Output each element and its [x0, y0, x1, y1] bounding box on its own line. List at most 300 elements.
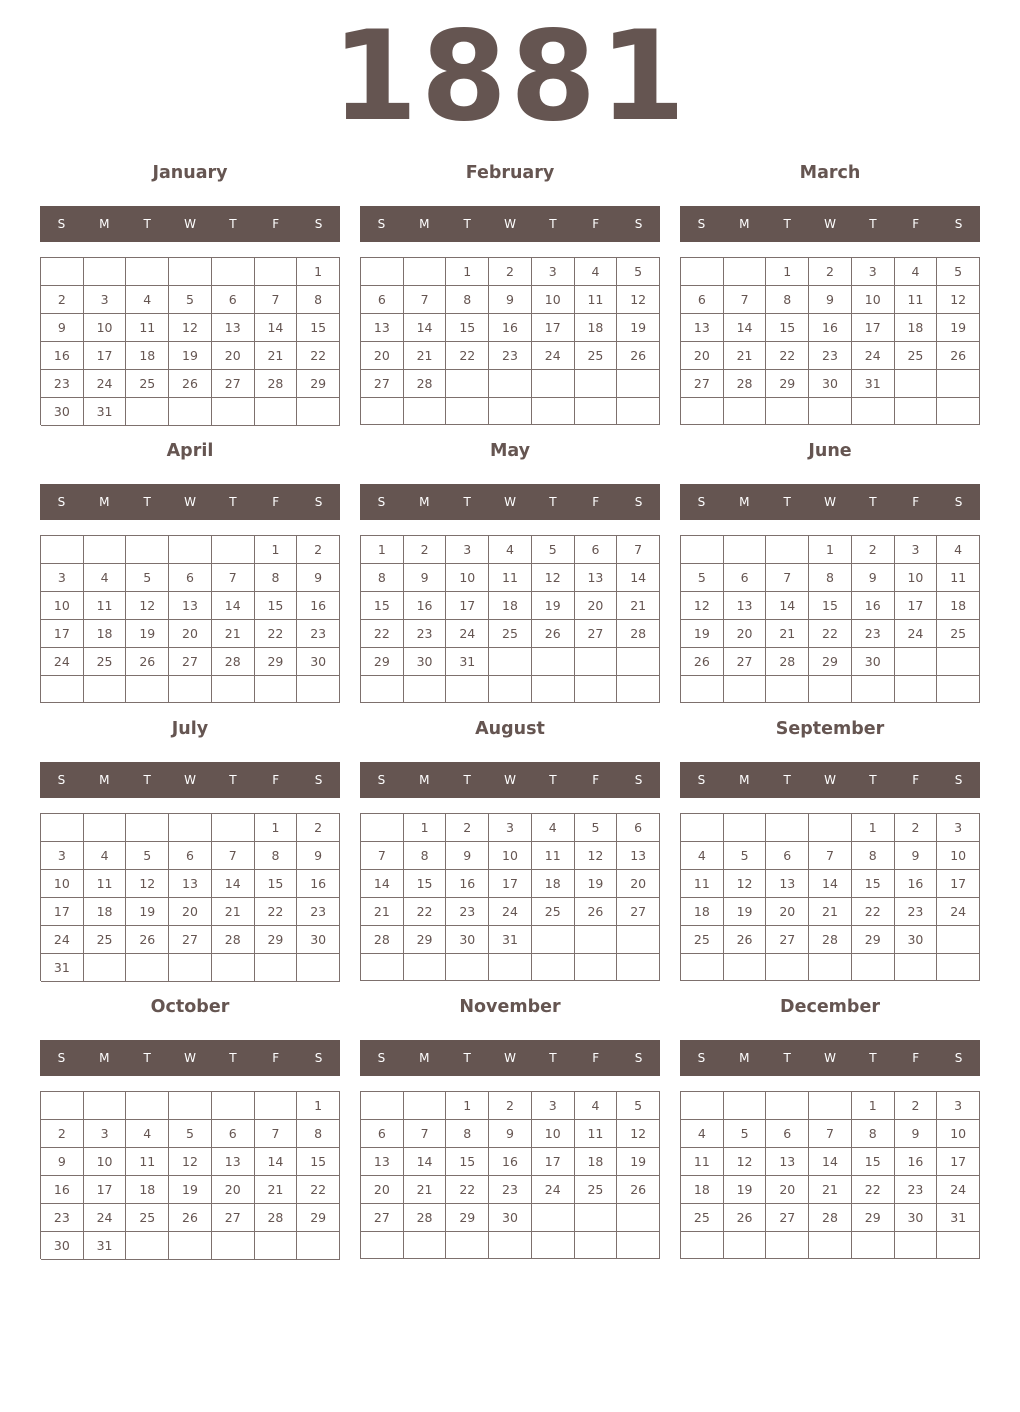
- day-cell: 1: [766, 258, 809, 286]
- empty-day-cell: [532, 676, 575, 703]
- day-cell: 16: [41, 1176, 84, 1204]
- day-cell: 21: [255, 1176, 298, 1204]
- day-cell: 24: [84, 1204, 127, 1232]
- empty-day-cell: [895, 676, 938, 703]
- day-cell: 5: [169, 1120, 212, 1148]
- day-cell: 13: [575, 564, 618, 592]
- day-cell: 22: [766, 342, 809, 370]
- day-cell: 7: [255, 286, 298, 314]
- empty-day-cell: [724, 954, 767, 981]
- weekday-label: S: [377, 1051, 386, 1065]
- empty-day-cell: [724, 1232, 767, 1259]
- weekday-label: S: [634, 217, 643, 231]
- month-name: September: [775, 719, 885, 739]
- day-cell: 10: [852, 286, 895, 314]
- empty-day-cell: [681, 536, 724, 564]
- weekday-label: F: [592, 217, 600, 231]
- weekday-label: S: [314, 1051, 323, 1065]
- day-cell: 27: [212, 370, 255, 398]
- day-cell: 4: [84, 842, 127, 870]
- day-cell: 19: [169, 1176, 212, 1204]
- day-cell: 20: [766, 898, 809, 926]
- empty-day-cell: [169, 676, 212, 703]
- day-cell: 22: [852, 1176, 895, 1204]
- day-cell: 10: [84, 1148, 127, 1176]
- day-cell: 9: [297, 564, 340, 592]
- day-cell: 16: [809, 314, 852, 342]
- day-cell: 1: [297, 258, 340, 286]
- day-cell: 7: [212, 564, 255, 592]
- day-cell: 6: [169, 564, 212, 592]
- day-cell: 23: [404, 620, 447, 648]
- empty-day-cell: [489, 1232, 532, 1259]
- weekday-label: S: [634, 773, 643, 787]
- day-cell: 27: [766, 926, 809, 954]
- day-cell: 2: [489, 1092, 532, 1120]
- weekday-label: W: [184, 1051, 196, 1065]
- weekday-label: M: [99, 217, 110, 231]
- empty-day-cell: [895, 648, 938, 676]
- empty-day-cell: [809, 676, 852, 703]
- day-cell: 9: [895, 842, 938, 870]
- day-cell: 24: [41, 648, 84, 676]
- weekday-label: F: [592, 495, 600, 509]
- day-cell: 6: [724, 564, 767, 592]
- day-cell: 19: [126, 898, 169, 926]
- day-cell: 16: [489, 314, 532, 342]
- empty-day-cell: [532, 648, 575, 676]
- day-cell: 27: [361, 1204, 404, 1232]
- empty-day-cell: [446, 1232, 489, 1259]
- empty-day-cell: [126, 954, 169, 982]
- weekday-label: F: [272, 495, 280, 509]
- day-cell: 1: [361, 536, 404, 564]
- day-cell: 28: [809, 926, 852, 954]
- day-cell: 26: [681, 648, 724, 676]
- empty-day-cell: [766, 1092, 809, 1120]
- empty-day-cell: [361, 398, 404, 425]
- day-cell: 21: [212, 620, 255, 648]
- day-cell: 11: [126, 314, 169, 342]
- weekday-label: W: [504, 217, 516, 231]
- weekday-label: M: [419, 217, 430, 231]
- day-cell: 9: [895, 1120, 938, 1148]
- weekday-header: [680, 206, 980, 242]
- day-cell: 2: [404, 536, 447, 564]
- day-cell: 12: [126, 592, 169, 620]
- day-cell: 15: [361, 592, 404, 620]
- empty-day-cell: [895, 1232, 938, 1259]
- weekday-label: F: [912, 217, 920, 231]
- weekday-label: M: [99, 773, 110, 787]
- empty-day-cell: [809, 398, 852, 425]
- day-cell: 26: [532, 620, 575, 648]
- day-cell: 4: [126, 1120, 169, 1148]
- weekday-label: M: [99, 495, 110, 509]
- day-cell: 17: [41, 620, 84, 648]
- weekday-label: T: [463, 495, 471, 509]
- day-cell: 20: [724, 620, 767, 648]
- weekday-label: W: [184, 773, 196, 787]
- day-cell: 11: [681, 1148, 724, 1176]
- day-cell: 23: [809, 342, 852, 370]
- day-cell: 7: [724, 286, 767, 314]
- weekday-label: W: [184, 495, 196, 509]
- day-cell: 4: [937, 536, 980, 564]
- day-cell: 30: [489, 1204, 532, 1232]
- weekday-header: [680, 762, 980, 798]
- day-cell: 16: [895, 870, 938, 898]
- day-cell: 24: [446, 620, 489, 648]
- day-cell: 3: [532, 1092, 575, 1120]
- weekday-label: S: [634, 495, 643, 509]
- day-cell: 18: [532, 870, 575, 898]
- day-cell: 10: [446, 564, 489, 592]
- empty-day-cell: [212, 1092, 255, 1120]
- weekday-label: F: [592, 773, 600, 787]
- day-cell: 21: [617, 592, 660, 620]
- day-cell: 29: [852, 1204, 895, 1232]
- day-cell: 12: [937, 286, 980, 314]
- weekday-label: S: [57, 773, 66, 787]
- empty-day-cell: [169, 258, 212, 286]
- day-cell: 29: [361, 648, 404, 676]
- empty-day-cell: [766, 398, 809, 425]
- empty-day-cell: [169, 398, 212, 426]
- day-cell: 11: [895, 286, 938, 314]
- empty-day-cell: [84, 814, 127, 842]
- day-cell: 16: [297, 592, 340, 620]
- weekday-header: [360, 1040, 660, 1076]
- empty-day-cell: [489, 954, 532, 981]
- day-cell: 15: [809, 592, 852, 620]
- day-cell: 16: [41, 342, 84, 370]
- day-cell: 17: [532, 1148, 575, 1176]
- empty-day-cell: [169, 954, 212, 982]
- day-cell: 5: [126, 564, 169, 592]
- month-name: October: [150, 997, 230, 1017]
- day-cell: 31: [41, 954, 84, 982]
- empty-day-cell: [937, 370, 980, 398]
- weekday-label: W: [504, 773, 516, 787]
- empty-day-cell: [169, 1092, 212, 1120]
- day-cell: 7: [255, 1120, 298, 1148]
- day-cell: 30: [895, 1204, 938, 1232]
- day-cell: 14: [724, 314, 767, 342]
- empty-day-cell: [255, 954, 298, 982]
- day-cell: 27: [361, 370, 404, 398]
- day-cell: 29: [809, 648, 852, 676]
- day-cell: 8: [852, 1120, 895, 1148]
- day-cell: 15: [446, 314, 489, 342]
- empty-day-cell: [724, 258, 767, 286]
- day-cell: 5: [126, 842, 169, 870]
- weekday-label: S: [57, 1051, 66, 1065]
- day-cell: 26: [724, 1204, 767, 1232]
- empty-day-cell: [766, 954, 809, 981]
- day-cell: 11: [489, 564, 532, 592]
- day-cell: 8: [766, 286, 809, 314]
- weekday-label: W: [824, 773, 836, 787]
- weekday-label: S: [697, 1051, 706, 1065]
- day-cell: 19: [617, 1148, 660, 1176]
- empty-day-cell: [809, 1092, 852, 1120]
- empty-day-cell: [575, 1204, 618, 1232]
- day-cell: 27: [766, 1204, 809, 1232]
- day-cell: 25: [489, 620, 532, 648]
- day-cell: 17: [852, 314, 895, 342]
- day-cell: 21: [212, 898, 255, 926]
- empty-day-cell: [404, 258, 447, 286]
- day-cell: 23: [41, 370, 84, 398]
- day-cell: 12: [617, 1120, 660, 1148]
- day-cell: 21: [404, 1176, 447, 1204]
- day-cell: 21: [361, 898, 404, 926]
- day-cell: 17: [937, 870, 980, 898]
- day-cell: 1: [255, 536, 298, 564]
- day-cell: 24: [489, 898, 532, 926]
- day-cell: 12: [617, 286, 660, 314]
- month-name: March: [799, 163, 861, 183]
- empty-day-cell: [84, 1092, 127, 1120]
- empty-day-cell: [617, 648, 660, 676]
- day-cell: 17: [895, 592, 938, 620]
- day-cell: 12: [169, 314, 212, 342]
- day-cell: 4: [575, 1092, 618, 1120]
- empty-day-cell: [126, 536, 169, 564]
- day-cell: 24: [895, 620, 938, 648]
- day-cell: 6: [212, 286, 255, 314]
- day-cell: 29: [852, 926, 895, 954]
- day-cell: 30: [41, 1232, 84, 1260]
- day-cell: 8: [297, 286, 340, 314]
- weekday-label: F: [912, 495, 920, 509]
- day-cell: 3: [852, 258, 895, 286]
- day-cell: 30: [446, 926, 489, 954]
- empty-day-cell: [937, 648, 980, 676]
- empty-day-cell: [937, 1232, 980, 1259]
- day-cell: 11: [681, 870, 724, 898]
- day-cell: 10: [41, 870, 84, 898]
- day-cell: 14: [212, 870, 255, 898]
- day-cell: 28: [404, 370, 447, 398]
- day-cell: 5: [169, 286, 212, 314]
- day-cell: 6: [617, 814, 660, 842]
- day-cell: 17: [937, 1148, 980, 1176]
- empty-day-cell: [617, 926, 660, 954]
- day-cell: 3: [84, 286, 127, 314]
- day-cell: 26: [169, 370, 212, 398]
- empty-day-cell: [169, 814, 212, 842]
- weekday-label: T: [869, 217, 877, 231]
- day-cell: 26: [126, 648, 169, 676]
- day-cell: 12: [724, 1148, 767, 1176]
- day-cell: 30: [297, 926, 340, 954]
- empty-day-cell: [724, 814, 767, 842]
- month-name: May: [489, 441, 531, 461]
- day-cell: 10: [532, 286, 575, 314]
- month-name: July: [171, 719, 209, 739]
- day-cell: 13: [681, 314, 724, 342]
- day-cell: 25: [575, 1176, 618, 1204]
- day-cell: 2: [895, 1092, 938, 1120]
- day-cell: 16: [852, 592, 895, 620]
- day-cell: 23: [297, 898, 340, 926]
- empty-day-cell: [895, 398, 938, 425]
- day-cell: 13: [361, 314, 404, 342]
- day-cell: 14: [809, 870, 852, 898]
- day-cell: 29: [446, 1204, 489, 1232]
- day-cell: 9: [489, 286, 532, 314]
- weekday-label: W: [824, 495, 836, 509]
- empty-day-cell: [766, 1232, 809, 1259]
- day-cell: 31: [937, 1204, 980, 1232]
- empty-day-cell: [84, 676, 127, 703]
- weekday-label: T: [463, 1051, 471, 1065]
- empty-day-cell: [41, 1092, 84, 1120]
- empty-day-cell: [937, 954, 980, 981]
- empty-day-cell: [126, 1092, 169, 1120]
- empty-day-cell: [126, 676, 169, 703]
- day-cell: 18: [126, 1176, 169, 1204]
- day-cell: 4: [895, 258, 938, 286]
- day-cell: 2: [895, 814, 938, 842]
- empty-day-cell: [84, 258, 127, 286]
- day-cell: 16: [446, 870, 489, 898]
- day-cell: 16: [489, 1148, 532, 1176]
- day-cell: 12: [575, 842, 618, 870]
- weekday-label: F: [272, 773, 280, 787]
- day-cell: 26: [575, 898, 618, 926]
- empty-day-cell: [724, 1092, 767, 1120]
- day-cell: 29: [297, 370, 340, 398]
- day-grid: [40, 535, 340, 703]
- day-cell: 19: [724, 1176, 767, 1204]
- day-cell: 25: [84, 648, 127, 676]
- day-cell: 24: [41, 926, 84, 954]
- day-cell: 27: [617, 898, 660, 926]
- empty-day-cell: [169, 536, 212, 564]
- day-cell: 17: [446, 592, 489, 620]
- empty-day-cell: [532, 1204, 575, 1232]
- day-grid: [40, 813, 340, 981]
- empty-day-cell: [212, 398, 255, 426]
- empty-day-cell: [895, 954, 938, 981]
- day-cell: 24: [937, 1176, 980, 1204]
- empty-day-cell: [617, 1204, 660, 1232]
- day-cell: 31: [852, 370, 895, 398]
- day-cell: 12: [724, 870, 767, 898]
- day-cell: 31: [489, 926, 532, 954]
- day-cell: 18: [126, 342, 169, 370]
- day-cell: 19: [169, 342, 212, 370]
- weekday-label: T: [783, 773, 791, 787]
- weekday-label: S: [314, 773, 323, 787]
- day-cell: 29: [255, 648, 298, 676]
- day-cell: 29: [766, 370, 809, 398]
- empty-day-cell: [724, 676, 767, 703]
- day-cell: 28: [361, 926, 404, 954]
- day-cell: 6: [766, 1120, 809, 1148]
- empty-day-cell: [297, 1232, 340, 1260]
- day-cell: 15: [446, 1148, 489, 1176]
- empty-day-cell: [681, 676, 724, 703]
- day-cell: 19: [617, 314, 660, 342]
- weekday-label: M: [419, 773, 430, 787]
- day-cell: 8: [809, 564, 852, 592]
- weekday-label: M: [739, 217, 750, 231]
- day-cell: 8: [852, 842, 895, 870]
- day-cell: 22: [852, 898, 895, 926]
- day-cell: 29: [404, 926, 447, 954]
- day-cell: 5: [617, 1092, 660, 1120]
- day-cell: 19: [126, 620, 169, 648]
- empty-day-cell: [255, 1232, 298, 1260]
- weekday-label: S: [57, 495, 66, 509]
- day-cell: 11: [532, 842, 575, 870]
- empty-day-cell: [446, 370, 489, 398]
- weekday-label: T: [229, 217, 237, 231]
- day-cell: 23: [895, 1176, 938, 1204]
- day-grid: [360, 257, 660, 425]
- day-cell: 8: [446, 1120, 489, 1148]
- empty-day-cell: [766, 536, 809, 564]
- day-cell: 2: [852, 536, 895, 564]
- day-cell: 27: [169, 926, 212, 954]
- day-cell: 1: [446, 258, 489, 286]
- day-cell: 22: [404, 898, 447, 926]
- day-grid: [680, 813, 980, 981]
- day-cell: 20: [212, 1176, 255, 1204]
- month-name: November: [459, 997, 561, 1017]
- day-cell: 26: [724, 926, 767, 954]
- weekday-label: S: [697, 495, 706, 509]
- day-cell: 18: [937, 592, 980, 620]
- empty-day-cell: [575, 1232, 618, 1259]
- day-cell: 19: [724, 898, 767, 926]
- weekday-label: T: [463, 773, 471, 787]
- weekday-label: F: [912, 1051, 920, 1065]
- day-cell: 14: [212, 592, 255, 620]
- month-name: June: [808, 441, 852, 461]
- empty-day-cell: [41, 258, 84, 286]
- day-cell: 14: [404, 314, 447, 342]
- day-cell: 1: [404, 814, 447, 842]
- month-name: February: [465, 163, 555, 183]
- day-cell: 20: [617, 870, 660, 898]
- day-cell: 19: [532, 592, 575, 620]
- weekday-header: [680, 1040, 980, 1076]
- day-cell: 5: [724, 1120, 767, 1148]
- weekday-label: S: [954, 217, 963, 231]
- day-cell: 25: [575, 342, 618, 370]
- day-cell: 2: [41, 1120, 84, 1148]
- day-cell: 23: [489, 1176, 532, 1204]
- empty-day-cell: [297, 954, 340, 982]
- day-cell: 15: [297, 314, 340, 342]
- day-cell: 13: [724, 592, 767, 620]
- weekday-label: W: [824, 1051, 836, 1065]
- weekday-label: W: [824, 217, 836, 231]
- day-cell: 15: [766, 314, 809, 342]
- day-cell: 13: [361, 1148, 404, 1176]
- day-cell: 7: [212, 842, 255, 870]
- empty-day-cell: [681, 1232, 724, 1259]
- day-cell: 26: [617, 1176, 660, 1204]
- day-cell: 3: [84, 1120, 127, 1148]
- weekday-label: F: [272, 217, 280, 231]
- day-cell: 27: [575, 620, 618, 648]
